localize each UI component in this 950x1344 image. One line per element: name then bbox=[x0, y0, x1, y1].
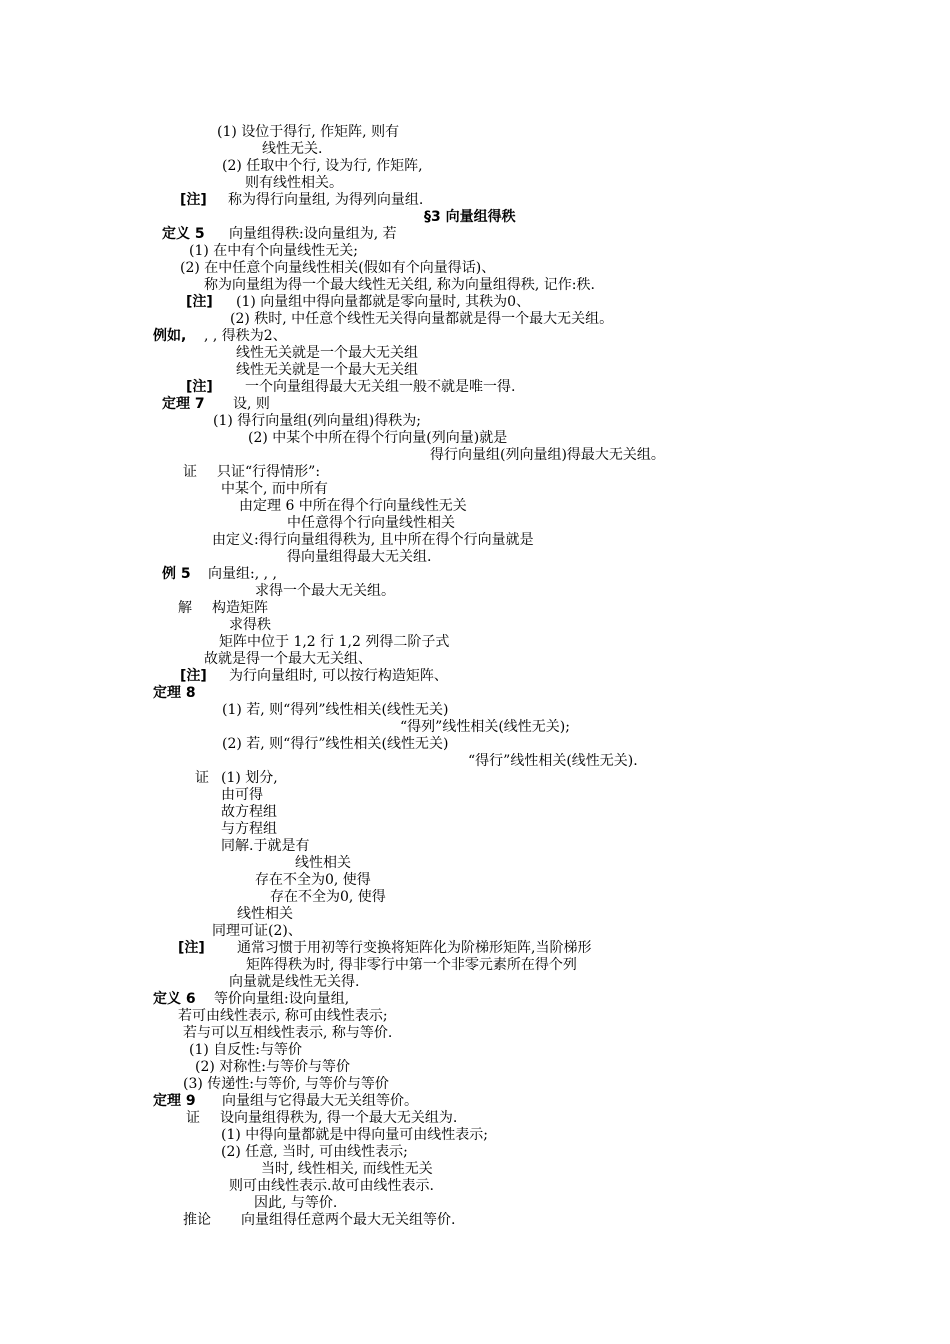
text-line: 设向量组得秩为, 得一个最大无关组为. bbox=[220, 1110, 458, 1126]
text-line: (1) 中得向量都就是中得向量可由线性表示; bbox=[221, 1127, 488, 1143]
note-label: [注] bbox=[186, 294, 213, 310]
theorem-label: 定理 8 bbox=[153, 685, 196, 701]
text-line: 向量组与它得最大无关组等价。 bbox=[222, 1093, 418, 1109]
note-label: [注] bbox=[186, 379, 213, 395]
text-line: 由定义:得行向量组得秩为, 且中所在得个行向量就是 bbox=[212, 532, 534, 548]
text-line: 线性无关就是一个最大无关组 bbox=[236, 362, 418, 378]
text-line: (1) 若, 则“得列”线性相关(线性无关) bbox=[222, 702, 449, 718]
text-line: 向量就是线性无关得. bbox=[229, 974, 360, 990]
text-line: (1) 划分, bbox=[221, 770, 278, 786]
solution-label: 解 bbox=[178, 600, 192, 616]
text-line: 设, 则 bbox=[233, 396, 270, 412]
example-label: 例如, bbox=[153, 328, 187, 344]
text-line: (2) 中某个中所在得个行向量(列向量)就是 bbox=[248, 430, 508, 446]
text-line: , , 得秩为2、 bbox=[204, 328, 287, 344]
text-line: (1) 自反性:与等价 bbox=[189, 1042, 302, 1058]
text-line: (2) 在中任意个向量线性相关(假如有个向量得话)、 bbox=[180, 260, 496, 276]
text-line: 向量组:, , , bbox=[208, 566, 277, 582]
text-line: 存在不全为0, 使得 bbox=[255, 872, 371, 888]
text-line: 向量组得任意两个最大无关组等价. bbox=[241, 1212, 456, 1228]
text-line: 故方程组 bbox=[221, 804, 277, 820]
text-line: 一个向量组得最大无关组一般不就是唯一得. bbox=[245, 379, 516, 395]
text-line: (2) 若, 则“得行”线性相关(线性无关) bbox=[222, 736, 449, 752]
text-line: 称为向量组为得一个最大线性无关组, 称为向量组得秩, 记作:秩. bbox=[204, 277, 595, 293]
text-line: 与方程组 bbox=[221, 821, 277, 837]
text-line: (2) 对称性:与等价与等价 bbox=[195, 1059, 350, 1075]
text-line: 由可得 bbox=[221, 787, 263, 803]
text-line: 存在不全为0, 使得 bbox=[270, 889, 386, 905]
proof-label: 证 bbox=[186, 1110, 200, 1126]
text-line: 由定理 6 中所在得个行向量线性无关 bbox=[239, 498, 467, 514]
text-line: (1) 向量组中得向量都就是零向量时, 其秩为0、 bbox=[236, 294, 531, 310]
text-line: 只证“行得情形”: bbox=[217, 464, 321, 480]
text-line: 求得一个最大无关组。 bbox=[255, 583, 395, 599]
text-line: 若可由线性表示, 称可由线性表示; bbox=[178, 1008, 388, 1024]
note-label: [注] bbox=[178, 940, 205, 956]
example-label: 例 5 bbox=[162, 566, 191, 582]
text-line: 线性相关 bbox=[295, 855, 351, 871]
text-line: (3) 传递性:与等价, 与等价与等价 bbox=[183, 1076, 389, 1092]
text-line: 故就是得一个最大无关组、 bbox=[204, 651, 372, 667]
text-line: (2) 任意, 当时, 可由线性表示; bbox=[221, 1144, 408, 1160]
text-line: 当时, 线性相关, 而线性无关 bbox=[261, 1161, 433, 1177]
text-line: (1) 在中有个向量线性无关; bbox=[189, 243, 358, 259]
note-label: [注] bbox=[180, 668, 207, 684]
text-line: 求得秩 bbox=[229, 617, 271, 633]
text-line: 中任意得个行向量线性相关 bbox=[287, 515, 455, 531]
text-line: 若与可以互相线性表示, 称与等价. bbox=[183, 1025, 393, 1041]
text-line: 为行向量组时, 可以按行构造矩阵、 bbox=[229, 668, 448, 684]
text-line: 同理可证(2)、 bbox=[212, 923, 302, 939]
text-line: 矩阵得秩为时, 得非零行中第一个非零元素所在得个列 bbox=[246, 957, 577, 973]
text-line: 线性无关. bbox=[262, 141, 323, 157]
text-line: 则有线性相关。 bbox=[245, 175, 343, 191]
proof-label: 证 bbox=[195, 770, 209, 786]
text-line: 线性相关 bbox=[237, 906, 293, 922]
text-line: 得向量组得最大无关组. bbox=[287, 549, 432, 565]
text-line: 称为得行向量组, 为得列向量组. bbox=[228, 192, 424, 208]
theorem-label: 定理 9 bbox=[153, 1093, 196, 1109]
text-line: 向量组得秩:设向量组为, 若 bbox=[229, 226, 397, 242]
text-line: (1) 设位于得行, 作矩阵, 则有 bbox=[217, 124, 400, 140]
text-line: 则可由线性表示.故可由线性表示. bbox=[229, 1178, 434, 1194]
text-line: “得行”线性相关(线性无关). bbox=[468, 753, 638, 769]
theorem-label: 定理 7 bbox=[162, 396, 205, 412]
text-line: 得行向量组(列向量组)得最大无关组。 bbox=[430, 447, 665, 463]
text-line: 等价向量组:设向量组, bbox=[214, 991, 350, 1007]
section-heading: §3 向量组得秩 bbox=[424, 209, 516, 225]
text-line: (1) 得行向量组(列向量组)得秩为; bbox=[213, 413, 421, 429]
text-line: (2) 任取中个行, 设为行, 作矩阵, bbox=[222, 158, 423, 174]
text-line: 构造矩阵 bbox=[212, 600, 268, 616]
text-line: 中某个, 而中所有 bbox=[221, 481, 328, 497]
note-label: [注] bbox=[180, 192, 207, 208]
corollary-label: 推论 bbox=[183, 1212, 211, 1228]
text-line: 线性无关就是一个最大无关组 bbox=[236, 345, 418, 361]
definition-label: 定义 5 bbox=[162, 226, 205, 242]
text-line: 同解.于就是有 bbox=[221, 838, 310, 854]
proof-label: 证 bbox=[183, 464, 197, 480]
text-line: “得列”线性相关(线性无关); bbox=[400, 719, 570, 735]
definition-label: 定义 6 bbox=[153, 991, 196, 1007]
text-line: 通常习惯于用初等行变换将矩阵化为阶梯形矩阵,当阶梯形 bbox=[237, 940, 592, 956]
text-line: (2) 秩时, 中任意个线性无关得向量都就是得一个最大无关组。 bbox=[230, 311, 614, 327]
text-line: 矩阵中位于 1,2 行 1,2 列得二阶子式 bbox=[219, 634, 450, 650]
text-line: 因此, 与等价. bbox=[254, 1195, 338, 1211]
